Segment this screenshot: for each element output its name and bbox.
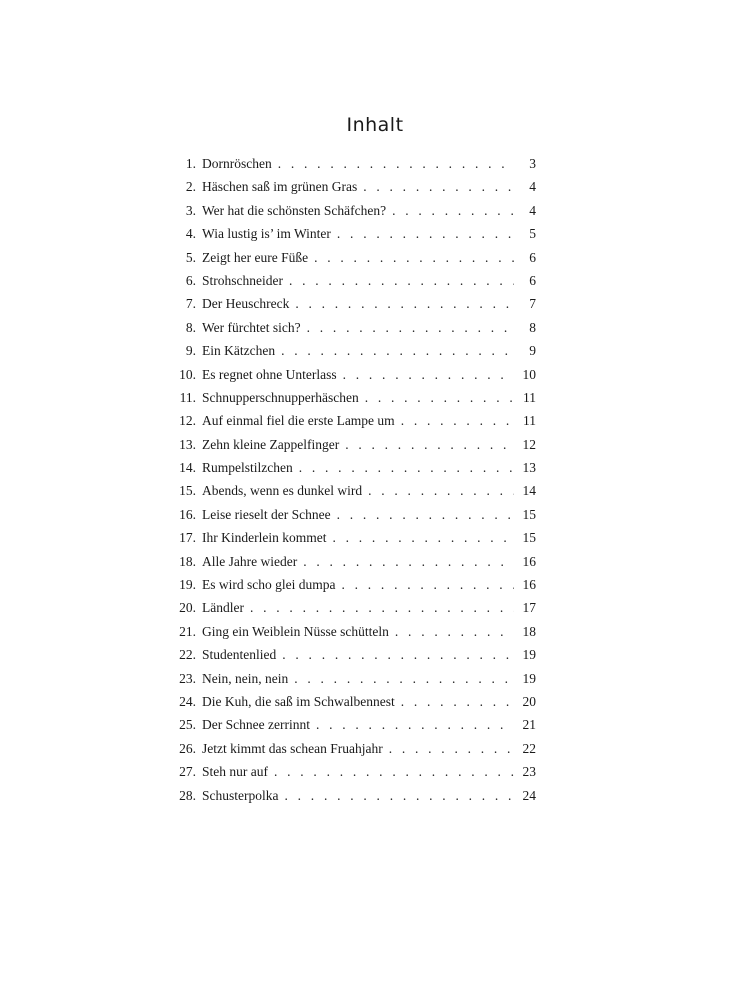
toc-entry-number: 20. [179, 600, 196, 616]
toc-entry [170, 671, 536, 694]
toc-entry-page-number: 24 [522, 787, 536, 803]
toc-entry-title: Studentenlied [202, 647, 277, 663]
dot-leader [289, 273, 514, 289]
toc-entry [170, 179, 536, 202]
toc-entry-page-number: 22 [522, 740, 536, 756]
toc-entry-page-number: 11 [523, 389, 536, 405]
toc-entry-page-number: 6 [529, 249, 536, 265]
dot-leader [401, 694, 514, 710]
toc-entry-number: 17. [179, 530, 196, 546]
toc-entry-page-number: 19 [522, 647, 536, 663]
toc-entry [170, 624, 536, 647]
dot-leader [345, 437, 514, 453]
toc-entry-number: 23. [179, 670, 196, 686]
toc-entry-title: Ihr Kinderlein kommet [202, 530, 327, 546]
toc-entry-number: 21. [179, 623, 196, 639]
toc-entry-number: 16. [179, 506, 196, 522]
dot-leader [341, 577, 514, 593]
toc-entry-title: Es regnet ohne Unterlass [202, 366, 337, 382]
toc-entry-page-number: 16 [522, 553, 536, 569]
dot-leader [392, 203, 514, 219]
toc-entry [170, 250, 536, 273]
toc-entry-number: 18. [179, 553, 196, 569]
toc-entry-page-number: 21 [522, 717, 536, 733]
toc-entry [170, 507, 536, 530]
toc-entry-page-number: 15 [522, 506, 536, 522]
toc-entry-title: Wer hat die schönsten Schäfchen? [202, 202, 387, 218]
dot-leader [285, 788, 515, 804]
toc-entry-page-number: 13 [522, 460, 536, 476]
toc-entry-number: 6. [185, 272, 196, 288]
toc-entry-page-number: 19 [522, 670, 536, 686]
toc-entry-page-number: 16 [522, 577, 536, 593]
toc-entry [170, 390, 536, 413]
dot-leader [337, 507, 514, 523]
toc-entry-number: 7. [185, 296, 196, 312]
toc-entry-page-number: 23 [522, 764, 536, 780]
toc-entry-page-number: 18 [522, 623, 536, 639]
dot-leader [395, 624, 514, 640]
dot-leader [299, 460, 514, 476]
toc-entry-page-number: 4 [529, 202, 536, 218]
toc-entry-title: Der Schnee zerrinnt [202, 717, 310, 733]
dot-leader [295, 296, 514, 312]
toc-entry-title: Schnupperschnupperhäschen [202, 389, 359, 405]
toc-entry-title: Leise rieselt der Schnee [202, 506, 331, 522]
toc-entry-number: 11. [179, 389, 196, 405]
toc-entry-page-number: 3 [529, 156, 536, 171]
toc-entry-title: Wer fürchtet sich? [202, 319, 301, 335]
toc-entry-title: Zeigt her eure Füße [202, 249, 309, 265]
toc-entry-page-number: 10 [522, 366, 536, 382]
toc-entry-number: 26. [179, 740, 196, 756]
toc-entry-number: 8. [185, 319, 196, 335]
toc-entry [170, 413, 536, 436]
toc-entry-page-number: 12 [522, 436, 536, 452]
dot-leader [332, 530, 514, 546]
dot-leader [363, 179, 514, 195]
toc-entry [170, 530, 536, 553]
toc-entry-title: Die Kuh, die saß im Schwalbennest [202, 693, 395, 709]
toc-entry-number: 13. [179, 436, 196, 452]
toc-entry-title: Nein, nein, nein [202, 670, 289, 686]
toc-entry [170, 764, 536, 787]
toc-entry-page-number: 17 [522, 600, 536, 616]
toc-entry [170, 203, 536, 226]
toc-entry [170, 600, 536, 623]
toc-entry-number: 25. [179, 717, 196, 733]
toc-entry-title: Ein Kätzchen [202, 343, 276, 359]
dot-leader [281, 343, 514, 359]
toc-entry-title: Ländler [202, 600, 244, 616]
toc-entry-number: 15. [179, 483, 196, 499]
toc-entry-number: 5. [185, 249, 196, 265]
toc-entry-number: 28. [179, 787, 196, 803]
toc-entry-title: Jetzt kimmt das schean Fruahjahr [202, 740, 383, 756]
dot-leader [282, 647, 514, 663]
toc-entry-number: 24. [179, 693, 196, 709]
toc-entry [170, 717, 536, 740]
toc-entry-number: 22. [179, 647, 196, 663]
toc-entry-number: 10. [179, 366, 196, 382]
toc-entry-number: 2. [185, 179, 196, 195]
page-title: Inhalt [346, 114, 404, 136]
toc-entry-number: 12. [179, 413, 196, 429]
toc-entry-title: Es wird scho glei dumpa [202, 577, 336, 593]
toc-entry-page-number: 8 [529, 319, 536, 335]
toc-entry [170, 226, 536, 249]
toc-entry-page-number: 14 [522, 483, 536, 499]
toc-entry-title: Wia lustig is’ im Winter [202, 226, 331, 242]
toc-entry-page-number: 6 [529, 272, 536, 288]
toc-entry [170, 320, 536, 343]
toc-entry-number: 3. [185, 202, 196, 218]
toc-entry [170, 741, 536, 764]
dot-leader [307, 320, 514, 336]
dot-leader [343, 367, 514, 383]
toc-entry-number: 4. [185, 226, 196, 242]
dot-leader [337, 226, 514, 242]
dot-leader [314, 250, 514, 266]
toc-entry-title: Rumpelstilzchen [202, 460, 293, 476]
toc-entry-page-number: 15 [522, 530, 536, 546]
toc-entry-page-number: 7 [529, 296, 536, 312]
toc-entry [170, 483, 536, 506]
toc-entry [170, 273, 536, 296]
toc-entry-page-number: 5 [529, 226, 536, 242]
toc-entry-title: Alle Jahre wieder [202, 553, 298, 569]
toc-entry-title: Abends, wenn es dunkel wird [202, 483, 363, 499]
dot-leader [303, 554, 514, 570]
toc-entry-number: 19. [179, 577, 196, 593]
toc-entry-page-number: 20 [522, 693, 536, 709]
toc-entry-number: 27. [179, 764, 196, 780]
toc-entry-title: Steh nur auf [202, 764, 268, 780]
toc-entry [170, 367, 536, 390]
dot-leader [316, 717, 514, 733]
toc-entry-page-number: 4 [529, 179, 536, 195]
toc-entry-title: Schusterpolka [202, 787, 279, 803]
toc-entry [170, 554, 536, 577]
toc-entry-title: Zehn kleine Zappelfinger [202, 436, 340, 452]
toc-entry-page-number: 11 [523, 413, 536, 429]
table-of-contents [170, 156, 536, 811]
toc-entry-number: 9. [185, 343, 196, 359]
toc-entry [170, 296, 536, 319]
toc-entry [170, 788, 536, 811]
toc-entry-title: Auf einmal fiel die erste Lampe um [202, 413, 395, 429]
toc-entry [170, 577, 536, 600]
dot-leader [365, 390, 514, 406]
toc-entry-title: Dornröschen [202, 156, 272, 171]
toc-entry-title: Ging ein Weiblein Nüsse schütteln [202, 623, 389, 639]
toc-entry [170, 694, 536, 717]
dot-leader [250, 600, 514, 616]
toc-entry-title: Häschen saß im grünen Gras [202, 179, 358, 195]
dot-leader [294, 671, 514, 687]
toc-entry [170, 460, 536, 483]
toc-entry-page-number: 9 [529, 343, 536, 359]
dot-leader [389, 741, 514, 757]
toc-entry-title: Der Heuschreck [202, 296, 290, 312]
dot-leader [278, 156, 514, 172]
toc-entry [170, 437, 536, 460]
toc-entry [170, 156, 536, 179]
toc-entry-title: Strohschneider [202, 272, 283, 288]
dot-leader [274, 764, 514, 780]
toc-entry [170, 343, 536, 366]
dot-leader [368, 483, 514, 499]
dot-leader [401, 413, 514, 429]
toc-entry-number: 1. [185, 156, 196, 171]
toc-entry [170, 647, 536, 670]
toc-entry-number: 14. [179, 460, 196, 476]
